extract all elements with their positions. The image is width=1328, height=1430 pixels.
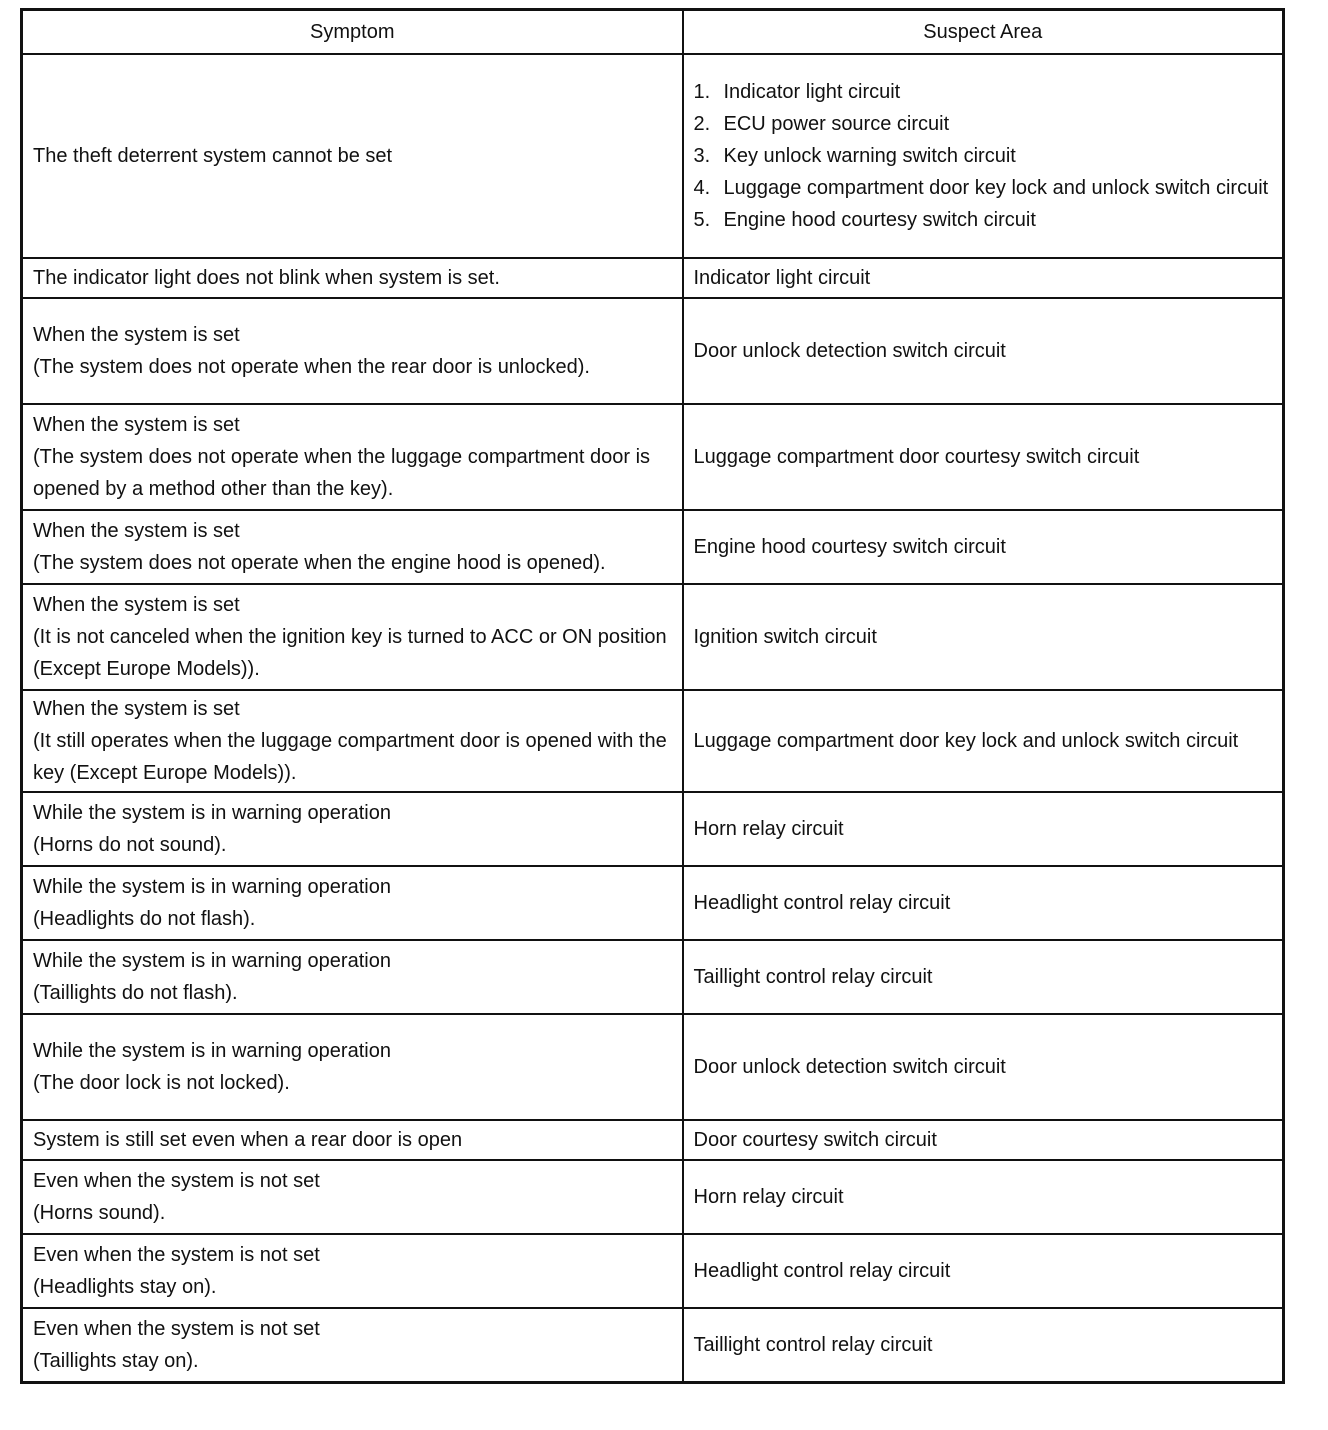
suspect-list-item — [694, 108, 1273, 140]
suspect-list-item — [694, 204, 1273, 236]
symptom-detail: (It still operates when the luggage compartment door is opened with the key (Except Europe Models)). — [33, 730, 667, 784]
symptom-detail: (It is not canceled when the ignition key is turned to ACC or ON position (Except Europe Models)). — [33, 626, 667, 680]
table-row — [22, 298, 1284, 404]
symptom-text: The theft deterrent system cannot be set — [33, 145, 393, 167]
symptom-cell — [22, 1234, 683, 1308]
suspect-area-cell: Horn relay circuit — [683, 792, 1284, 866]
list-item-text: Key unlock warning switch circuit — [723, 145, 1016, 167]
table-row — [22, 792, 1284, 866]
table-row — [22, 404, 1284, 510]
suspect-area-cell: Headlight control relay circuit — [683, 1234, 1284, 1308]
table-row — [22, 510, 1284, 584]
symptom-cell — [22, 404, 683, 510]
suspect-area-cell: Taillight control relay circuit — [683, 1308, 1284, 1383]
table-row — [22, 1234, 1284, 1308]
symptom-text: When the system is set — [33, 324, 240, 346]
list-item-number: 5. — [693, 209, 711, 231]
suspect-list-item — [694, 172, 1273, 204]
symptom-cell — [22, 866, 683, 940]
table-row — [22, 1308, 1284, 1383]
symptom-text: Even when the system is not set — [33, 1318, 320, 1340]
symptom-detail: (The door lock is not locked). — [33, 1072, 290, 1094]
suspect-area-cell: Door courtesy switch circuit — [683, 1120, 1284, 1160]
symptom-detail: (Headlights stay on). — [33, 1276, 217, 1298]
list-item-number: 1. — [693, 81, 711, 103]
symptom-text: System is still set even when a rear door is open — [33, 1129, 463, 1151]
suspect-area-cell: Headlight control relay circuit — [683, 866, 1284, 940]
symptom-detail: (Taillights stay on). — [33, 1350, 199, 1372]
symptom-cell — [22, 258, 683, 298]
symptom-cell — [22, 54, 683, 258]
table-row — [22, 866, 1284, 940]
table-row — [22, 940, 1284, 1014]
symptom-detail: (The system does not operate when the luggage compartment door is opened by a method other than the key). — [33, 446, 651, 500]
symptom-cell — [22, 584, 683, 690]
suspect-area-cell — [683, 54, 1284, 258]
suspect-area-list — [694, 70, 1273, 242]
symptom-text: The indicator light does not blink when system is set. — [33, 267, 500, 289]
suspect-area-cell: Indicator light circuit — [683, 258, 1284, 298]
suspect-list-item — [694, 140, 1273, 172]
symptom-detail: (Headlights do not flash). — [33, 908, 256, 930]
list-item-number: 3. — [693, 145, 711, 167]
suspect-list-item — [694, 76, 1273, 108]
symptom-text: Even when the system is not set — [33, 1170, 320, 1192]
table-row — [22, 584, 1284, 690]
list-item-number: 2. — [693, 113, 711, 135]
symptom-detail: (The system does not operate when the engine hood is opened). — [33, 552, 606, 574]
list-item-text: Luggage compartment door key lock and unlock switch circuit — [723, 177, 1269, 199]
symptom-text: When the system is set — [33, 414, 240, 436]
symptom-detail: (The system does not operate when the rear door is unlocked). — [33, 356, 590, 378]
symptom-cell — [22, 510, 683, 584]
symptom-cell — [22, 1160, 683, 1234]
list-item-text: Indicator light circuit — [723, 81, 901, 103]
symptom-text: Even when the system is not set — [33, 1244, 320, 1266]
symptom-text: While the system is in warning operation — [33, 876, 391, 898]
table-row — [22, 258, 1284, 298]
symptom-detail: (Horns sound). — [33, 1202, 166, 1224]
symptom-text: While the system is in warning operation — [33, 1040, 391, 1062]
symptom-cell — [22, 1120, 683, 1160]
suspect-area-cell: Door unlock detection switch circuit — [683, 298, 1284, 404]
list-item-number: 4. — [693, 177, 711, 199]
table-row — [22, 690, 1284, 792]
symptom-column-header: Symptom — [22, 10, 683, 55]
troubleshooting-table — [20, 8, 1285, 1384]
list-item-text: ECU power source circuit — [723, 113, 950, 135]
symptom-detail: (Horns do not sound). — [33, 834, 227, 856]
symptom-text: While the system is in warning operation — [33, 802, 391, 824]
symptom-cell — [22, 690, 683, 792]
troubleshooting-table-container — [20, 8, 1282, 1384]
suspect-area-cell: Engine hood courtesy switch circuit — [683, 510, 1284, 584]
suspect-area-cell: Luggage compartment door courtesy switch circuit — [683, 404, 1284, 510]
symptom-text: When the system is set — [33, 698, 240, 720]
suspect-area-column-header: Suspect Area — [683, 10, 1284, 55]
table-row — [22, 1120, 1284, 1160]
symptom-cell — [22, 792, 683, 866]
table-row — [22, 1160, 1284, 1234]
symptom-cell — [22, 1308, 683, 1383]
symptom-detail: (Taillights do not flash). — [33, 982, 238, 1004]
symptom-cell — [22, 940, 683, 1014]
symptom-text: While the system is in warning operation — [33, 950, 391, 972]
symptom-text: When the system is set — [33, 594, 240, 616]
table-header-row — [22, 10, 1284, 55]
list-item-text: Engine hood courtesy switch circuit — [723, 209, 1036, 231]
suspect-area-cell: Door unlock detection switch circuit — [683, 1014, 1284, 1120]
table-row — [22, 54, 1284, 258]
table-row — [22, 1014, 1284, 1120]
symptom-text: When the system is set — [33, 520, 240, 542]
suspect-area-cell: Horn relay circuit — [683, 1160, 1284, 1234]
symptom-cell — [22, 1014, 683, 1120]
symptom-cell — [22, 298, 683, 404]
suspect-area-cell: Ignition switch circuit — [683, 584, 1284, 690]
suspect-area-cell: Luggage compartment door key lock and unlock switch circuit — [683, 690, 1284, 792]
suspect-area-cell: Taillight control relay circuit — [683, 940, 1284, 1014]
